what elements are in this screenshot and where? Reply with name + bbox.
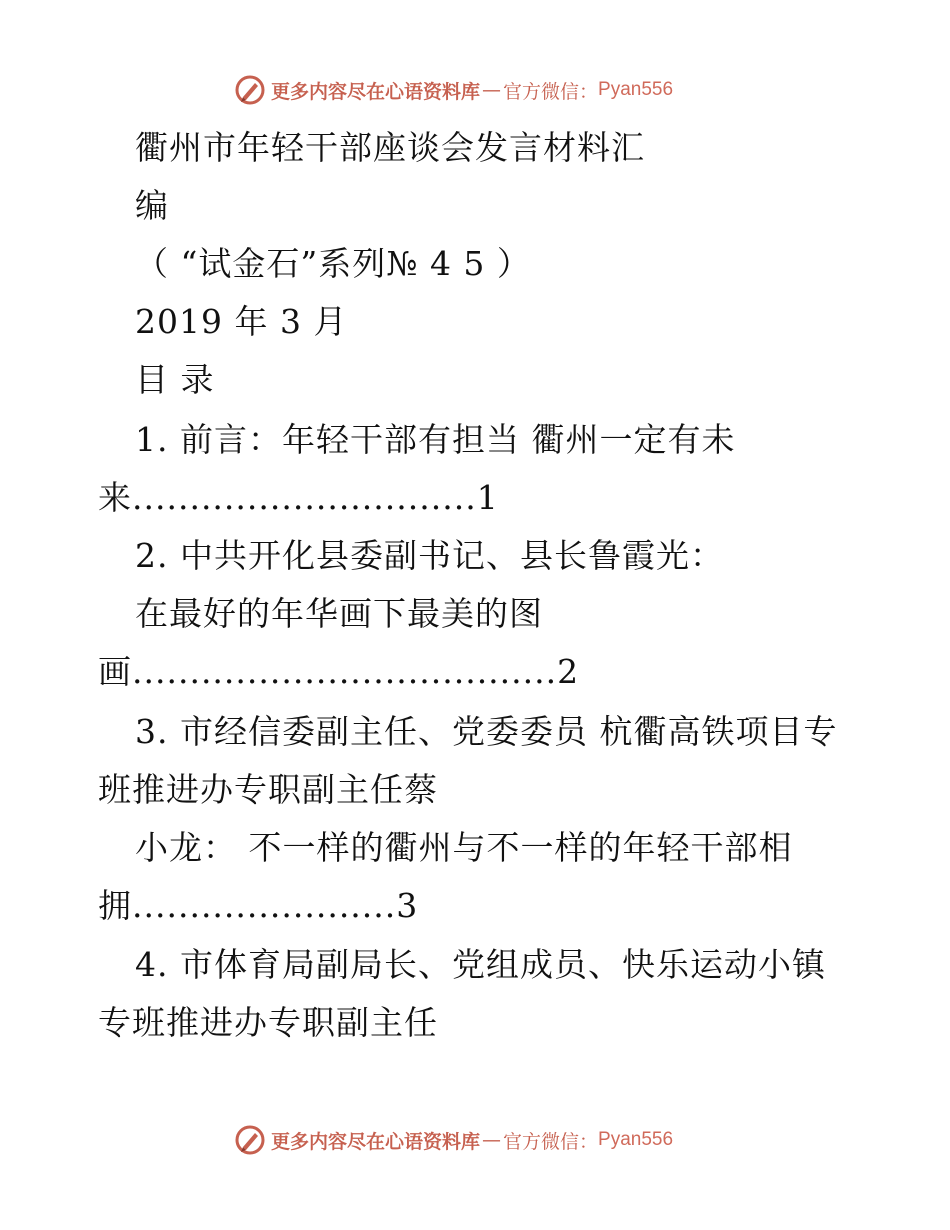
header-watermark-banner (233, 73, 673, 107)
toc-heading: 目 录 (135, 360, 215, 399)
toc-entry-2-line-3: 画.....................................2 (98, 652, 580, 691)
toc-entry-3-line-2: 班推进办专职副主任蔡 (98, 770, 438, 809)
pen-circle-logo-icon (233, 73, 267, 107)
document-title-line1: 衢州市年轻干部座谈会发言材料汇 (135, 128, 645, 167)
banner-text: 更多内容尽在心语资料库 (271, 1130, 481, 1153)
toc-entry-1-line-1: 1. 前言：年轻干部有担当 衢州一定有未 (135, 420, 736, 459)
document-date: 2019 年 3 月 (135, 302, 348, 341)
series-label: （ “试金石”系列№ 4 5 ） (135, 244, 531, 283)
banner-separator: — (482, 1129, 502, 1151)
footer-watermark-banner (233, 1123, 673, 1157)
banner-wechat-id: Pyan556 (598, 1129, 674, 1150)
toc-entry-2-line-2: 在最好的年华画下最美的图 (135, 594, 543, 633)
toc-entry-4-line-2: 专班推进办专职副主任 (98, 1003, 438, 1042)
pen-circle-logo-icon (233, 1123, 267, 1157)
toc-entry-3-line-3: 小龙： 不一样的衢州与不一样的年轻干部相 (135, 828, 793, 867)
banner-separator: — (482, 79, 502, 101)
toc-entry-3-line-1: 3. 市经信委副主任、党委委员 杭衢高铁项目专 (135, 712, 838, 751)
toc-entry-4-line-1: 4. 市体育局副局长、党组成员、快乐运动小镇 (135, 945, 826, 984)
document-title-line2: 编 (135, 186, 169, 225)
toc-entry-3-line-4: 拥.......................3 (98, 886, 419, 925)
toc-entry-2-line-1: 2. 中共开化县委副书记、县长鲁霞光： (135, 536, 724, 575)
banner-wechat-label: 官方微信： (503, 80, 599, 103)
toc-entry-1-line-2: 来..............................1 (98, 478, 499, 517)
banner-wechat-label: 官方微信： (503, 1130, 599, 1153)
banner-wechat-id: Pyan556 (598, 79, 674, 100)
banner-text: 更多内容尽在心语资料库 (271, 80, 481, 103)
